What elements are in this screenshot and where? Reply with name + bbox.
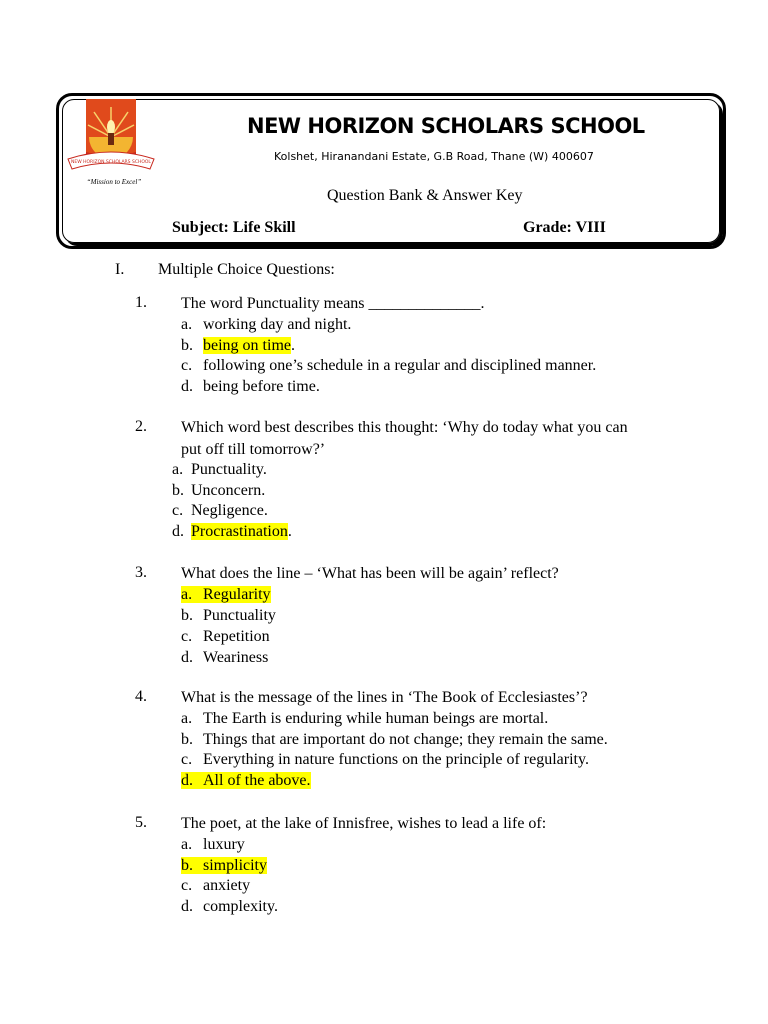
question-text: put off till tomorrow?’	[181, 441, 326, 458]
option-text: Unconcern.	[191, 482, 266, 499]
option-answer	[181, 585, 271, 605]
option-text: Negligence.	[191, 502, 268, 519]
option	[181, 750, 589, 770]
option	[181, 606, 276, 626]
grade-label: Grade: VIII	[523, 219, 606, 236]
option-letter: d.	[181, 378, 193, 395]
option-text: being before time.	[203, 378, 320, 395]
school-motto: “Mission to Excel”	[86, 178, 142, 186]
option	[181, 356, 596, 376]
option-text-highlighted: All of the above.	[203, 772, 311, 789]
option-letter: c.	[181, 628, 193, 645]
option-answer	[181, 771, 311, 791]
school-logo	[66, 97, 156, 189]
section-title: Multiple Choice Questions:	[158, 261, 335, 278]
option	[172, 481, 265, 501]
option-text: Weariness	[203, 649, 269, 666]
option	[172, 460, 267, 480]
option	[181, 709, 548, 729]
section-number: I.	[115, 261, 125, 278]
option-letter: a.	[181, 316, 193, 333]
option-text: working day and night.	[203, 316, 352, 333]
option-letter: b.	[181, 857, 193, 874]
option-text-highlighted: being on time	[203, 337, 291, 354]
option-letter: c.	[181, 357, 193, 374]
option-suffix: .	[290, 337, 295, 354]
option-text: luxury	[203, 836, 245, 853]
option-text: Punctuality.	[191, 461, 267, 478]
option-text-highlighted: simplicity	[203, 857, 267, 874]
option-text: Everything in nature functions on the principle of regularity.	[203, 751, 589, 768]
option	[181, 315, 351, 335]
option-text: The Earth is enduring while human beings are mortal.	[203, 710, 549, 727]
question-text: The poet, at the lake of Innisfree, wishes to lead a life of:	[181, 815, 547, 832]
option-letter: a.	[172, 461, 184, 478]
question-number: 4.	[135, 688, 147, 705]
option-text: complexity.	[203, 898, 278, 915]
option-letter: c.	[172, 502, 184, 519]
option-suffix: .	[287, 523, 292, 540]
option-letter: a.	[181, 586, 193, 603]
option-letter: a.	[181, 710, 193, 727]
option-text: following one’s schedule in a regular and disciplined manner.	[203, 357, 597, 374]
option-letter: a.	[181, 836, 193, 853]
option-letter: d.	[181, 772, 193, 789]
question-text: What is the message of the lines in ‘The Book of Ecclesiastes’?	[181, 689, 588, 706]
option-letter: d.	[181, 898, 193, 915]
option-answer	[172, 522, 292, 542]
question-number: 3.	[135, 564, 147, 581]
option-letter: b.	[181, 607, 193, 624]
option-text: Repetition	[203, 628, 270, 645]
option-text-highlighted: Procrastination	[191, 523, 288, 540]
question-text: The word Punctuality means ______________.	[181, 295, 485, 312]
option	[181, 730, 608, 750]
option-answer	[181, 336, 295, 356]
option-text: anxiety	[203, 877, 251, 894]
question-text: What does the line – ‘What has been will be again’ reflect?	[181, 565, 559, 582]
option	[181, 897, 278, 917]
question-number: 1.	[135, 294, 147, 311]
option-answer	[181, 856, 267, 876]
question-number: 5.	[135, 814, 147, 831]
school-address: Kolshet, Hiranandani Estate, G.B Road, Thane (W) 400607	[274, 150, 594, 163]
option	[181, 377, 320, 397]
option-text: Punctuality	[203, 607, 276, 624]
option	[181, 835, 245, 855]
option-letter: d.	[181, 649, 193, 666]
option	[181, 876, 250, 896]
school-name: NEW HORIZON SCHOLARS SCHOOL	[247, 114, 645, 138]
option-letter: c.	[181, 877, 193, 894]
logo-banner-text: NEW HORIZON SCHOLARS SCHOOL	[71, 160, 151, 165]
question-text: Which word best describes this thought: ‘Why do today what you can	[181, 419, 628, 436]
document-title: Question Bank & Answer Key	[327, 187, 523, 204]
subject-label: Subject: Life Skill	[172, 219, 296, 236]
option-text-highlighted: Regularity	[203, 586, 271, 603]
option-letter: b.	[181, 731, 193, 748]
option	[172, 501, 268, 521]
question-number: 2.	[135, 418, 147, 435]
option-letter: b.	[172, 482, 184, 499]
option-letter: b.	[181, 337, 193, 354]
option-letter: d.	[172, 523, 184, 540]
option-letter: c.	[181, 751, 193, 768]
option	[181, 648, 268, 668]
option-text: Things that are important do not change; they remain the same.	[203, 731, 608, 748]
option	[181, 627, 270, 647]
